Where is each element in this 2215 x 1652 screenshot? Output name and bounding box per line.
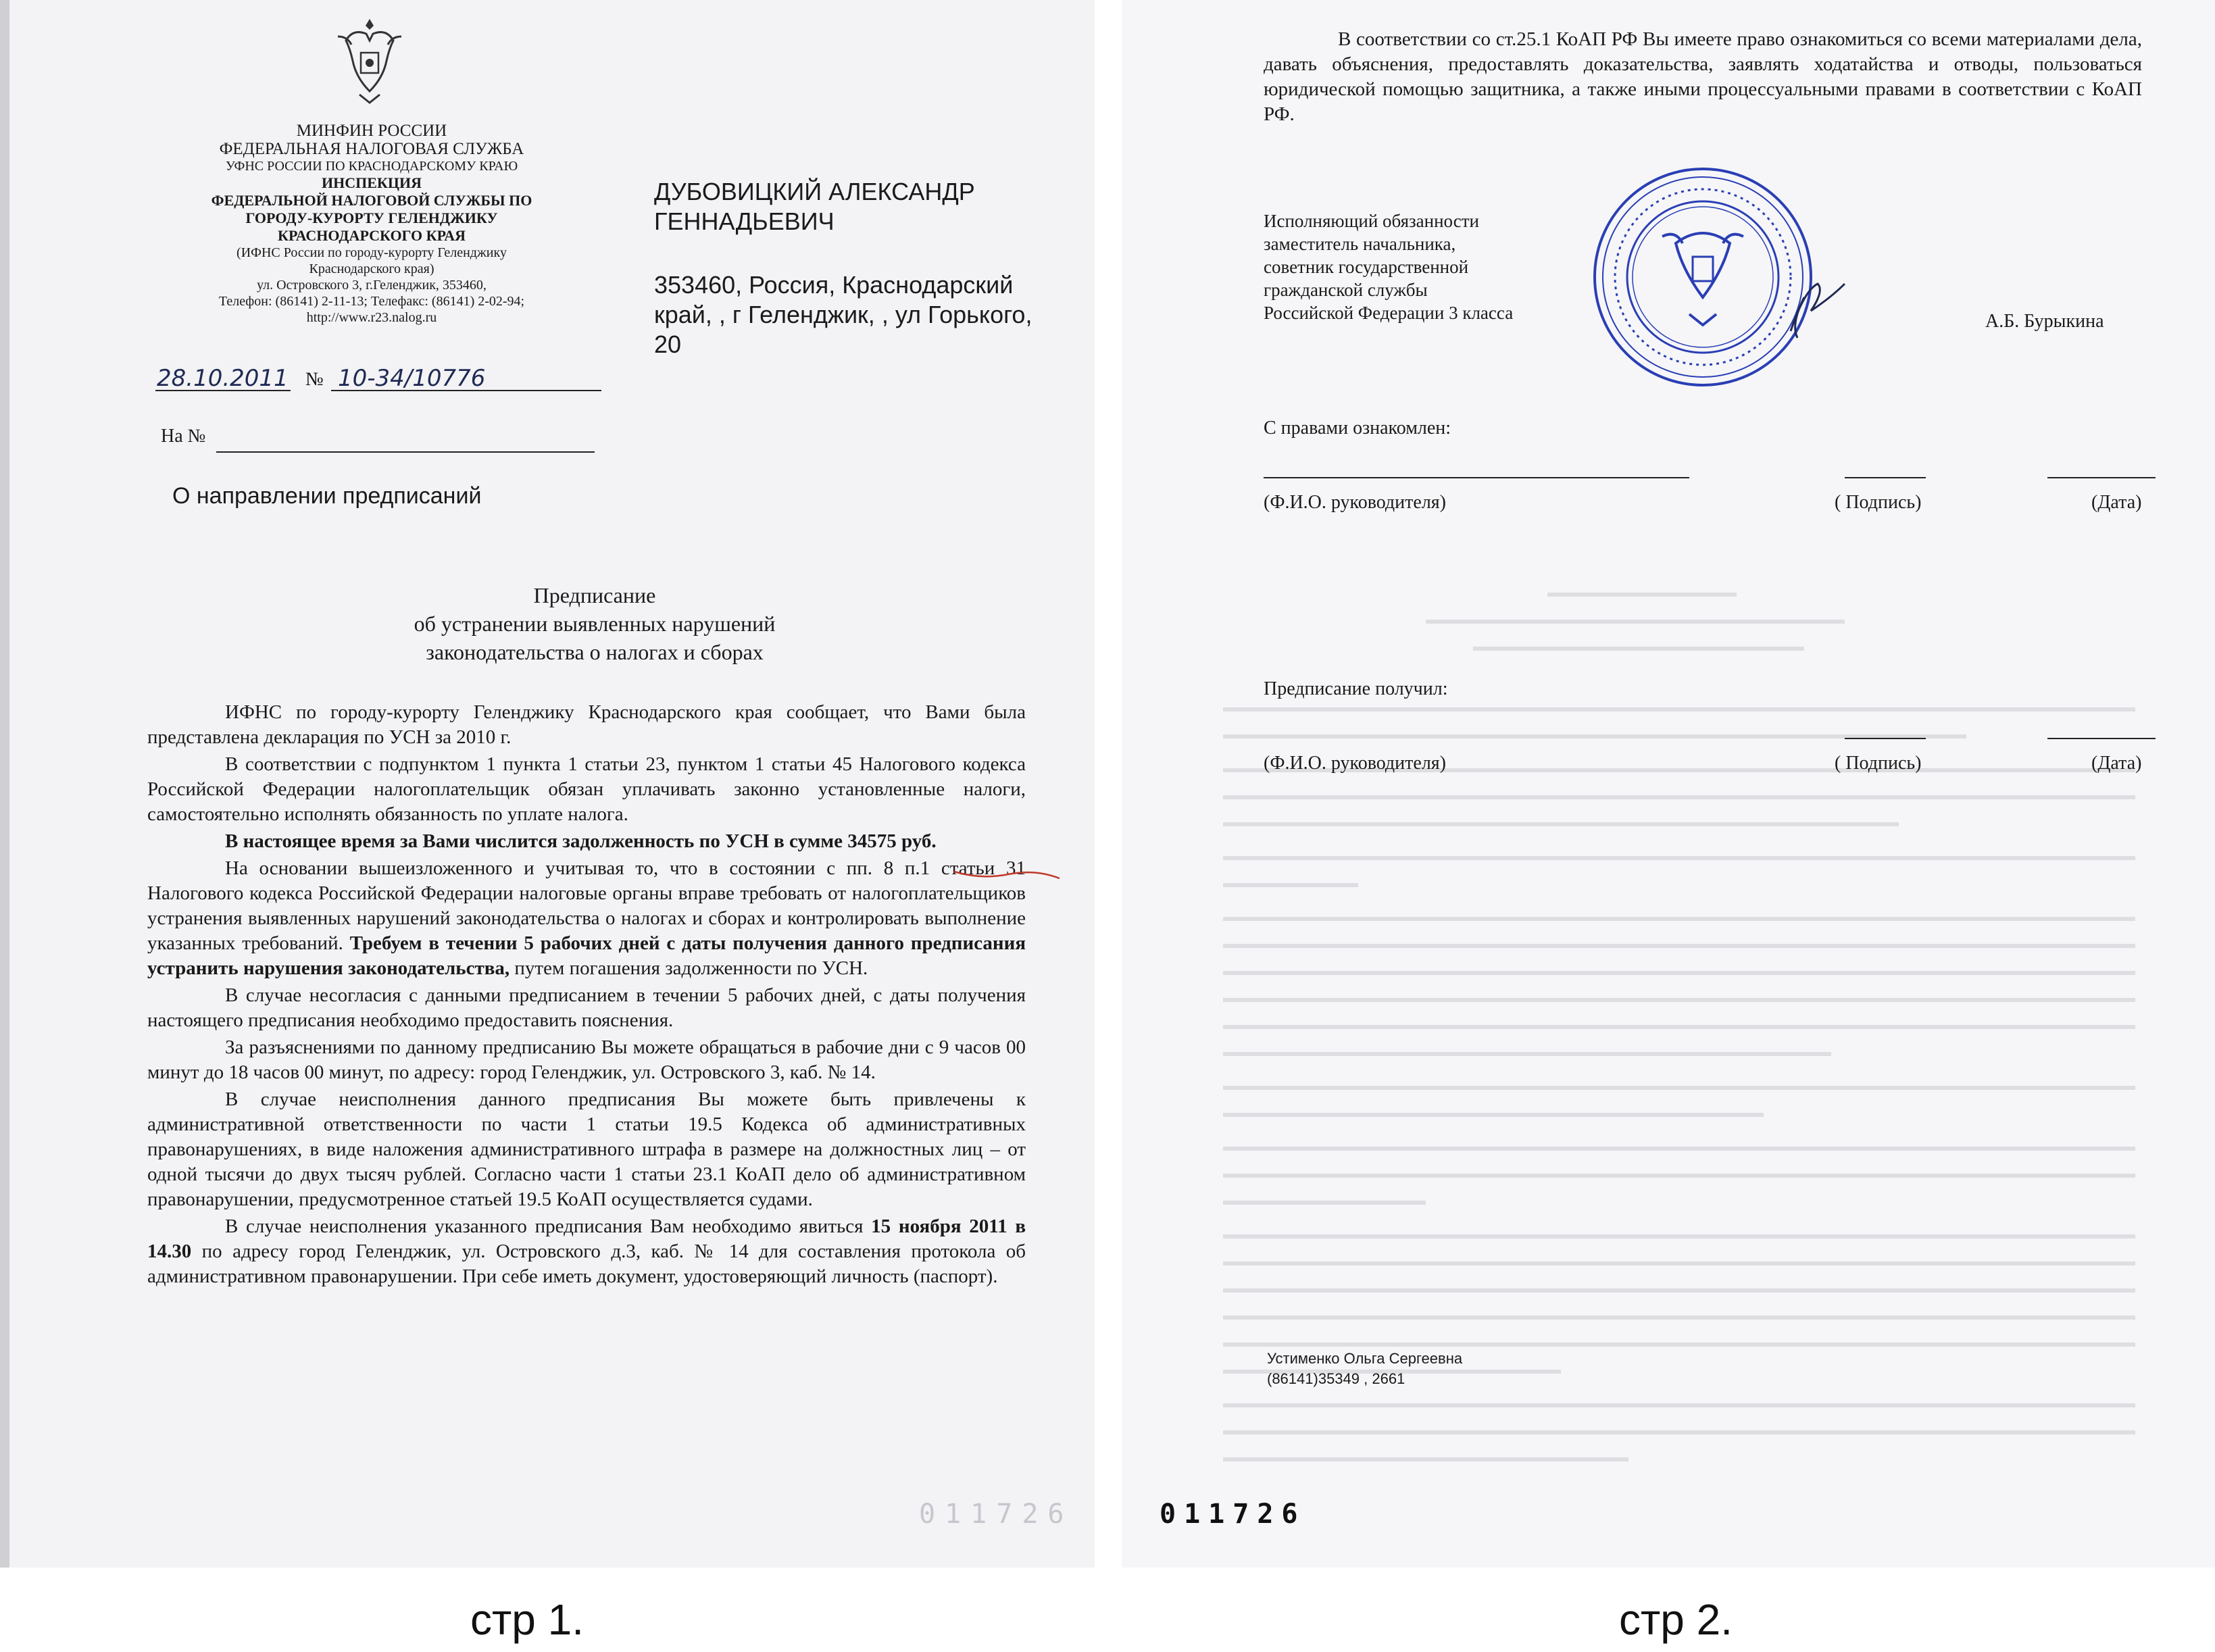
appearance-text-b: по адресу город Геленджик, ул. Островского д.3, каб. № 14 для составления протокола об административном правонарушении. При себе иметь документ, удостоверяющий личность (паспорт).	[147, 1241, 1026, 1287]
issuer-inspection-line-1: ИНСПЕКЦИЯ	[322, 174, 422, 191]
rights-text: В соответствии со ст.25.1 КоАП РФ Вы имеете право ознакомиться со всеми материалами дела, давать объяснения, предоставлять доказательства, заявлять ходатайства и отводы, пользоваться юридической помощью защитника, а также иными процессуальными правами в соответствии с КоАП РФ.	[1264, 28, 2142, 125]
executor-phone: (86141)35349 , 2661	[1267, 1370, 1405, 1387]
recipient-address-line-2: край, , г Геленджик, , ул Горького,	[654, 301, 1032, 328]
reference-number-line	[216, 451, 595, 453]
document-page-2	[1122, 0, 2215, 1568]
document-title	[189, 581, 1000, 666]
signer-position-line-4: гражданской службы	[1264, 280, 1428, 300]
executor-block	[1267, 1349, 1462, 1389]
issuer-phones: Телефон: (86141) 2-11-13; Телефакс: (86141) 2-02-94;	[218, 294, 525, 309]
issuer-inspection-line-2: ФЕДЕРАЛЬНОЙ НАЛОГОВОЙ СЛУЖБЫ ПО	[211, 192, 532, 209]
signer-position-line-2: заместитель начальника,	[1264, 234, 1456, 254]
signer-position-line-1: Исполняющий обязанности	[1264, 211, 1479, 231]
title-line-1: Предписание	[533, 583, 656, 607]
signer-position-block	[1264, 209, 1601, 324]
form-serial-number: 011726	[1160, 1499, 1306, 1530]
outgoing-number-label: №	[305, 369, 324, 390]
executor-name: Устименко Ольга Сергеевна	[1267, 1350, 1463, 1367]
issuer-short-name-1: (ИФНС России по городу-курорту Геленджику	[237, 245, 507, 260]
paragraph-contact: За разъяснениями по данному предписанию Вы можете обращаться в рабочие дни с 9 часов 00 минут до 18 часов 00 минут, по адресу: город Геленджик, ул. Островского 3, каб. № 14.	[147, 1036, 1026, 1083]
issuer-inspection-line-4: КРАСНОДАРСКОГО КРАЯ	[278, 227, 466, 244]
signature-line	[1845, 738, 1926, 739]
red-pen-underline	[953, 866, 1061, 880]
rights-paragraph	[1264, 27, 2142, 127]
paragraph-disagreement: В случае несогласия с данными предписанием в течении 5 рабочих дней, с даты получения настоящего предписания необходимо предоставить пояснения.	[147, 984, 1026, 1031]
recipient-name-line-2: ГЕННАДЬЕВИЧ	[654, 207, 835, 235]
received-lines	[1264, 738, 2156, 778]
recipient-block	[654, 177, 1053, 359]
scan-edge	[0, 0, 9, 1568]
demand-text-bold: Требуем в течении 5 рабочих дней с даты получения данного предписания устранить нарушения законодательства,	[147, 932, 1026, 979]
received-heading: Предписание получил:	[1264, 678, 1448, 699]
date-label: (Дата)	[2091, 753, 2142, 774]
title-line-3: законодательства о налогах и сборах	[426, 640, 764, 664]
issuer-short-name-2: Краснодарского края)	[309, 261, 434, 276]
demand-text-b: путем погашения задолженности по УСН.	[514, 957, 868, 979]
recipient-address-line-1: 353460, Россия, Краснодарский	[654, 271, 1014, 299]
recipient-address-line-3: 20	[654, 330, 682, 358]
issuer-service: ФЕДЕРАЛЬНАЯ НАЛОГОВАЯ СЛУЖБА	[219, 140, 524, 158]
paragraph-liability: В случае неисполнения данного предписания Вы можете быть привлечены к административной ответственности по части 1 статьи 19.5 Кодекса об административных правонарушениях, в виде наложения административного штрафа в размере на должностных лиц – от одной тысячи до двух тысяч рублей. Согласно части 1 статьи 23.1 КоАП дело об административном правонарушении, предусмотренное статьей 19.5 КоАП осуществляется судами.	[147, 1088, 1026, 1210]
date-label: (Дата)	[2091, 492, 2142, 513]
document-body	[147, 700, 1026, 1291]
document-page-1	[0, 0, 1095, 1568]
bleed-through-serial: 011726	[919, 1499, 1074, 1530]
issuer-ufns: УФНС РОССИИ ПО КРАСНОДАРСКОМУ КРАЮ	[225, 159, 518, 174]
reference-number-label: На №	[161, 426, 206, 447]
paragraph-obligation: В соответствии с подпунктом 1 пункта 1 статьи 23, пунктом 1 статьи 45 Налогового кодекса Российской Федерации налогоплательщик обязан уплачивать законно установленные налоги, самостоятельно исполнять обязанность по уплате налога.	[147, 753, 1026, 825]
fio-label: (Ф.И.О. руководителя)	[1264, 492, 1446, 513]
signature-line	[1845, 477, 1926, 478]
letter-subject: О направлении предписаний	[172, 483, 482, 509]
acquainted-lines	[1264, 477, 2156, 518]
signer-position-line-5: Российской Федерации 3 класса	[1264, 303, 1514, 323]
demand-text-a: На основании вышеизложенного и учитывая то, что в состоянии с пп. 8 п.1 статьи 31 Налогового кодекса Российской Федерации налоговые органы вправе требовать от налогоплательщиков устранения выявленных нарушений законодательства о налогах и сборах и контролировать выполнение указанных требований.	[147, 857, 1026, 954]
paragraph-appearance	[147, 1214, 1026, 1289]
page-2-caption: стр 2.	[1618, 1595, 1733, 1644]
issuer-block	[189, 122, 554, 326]
issuer-ministry: МИНФИН РОССИИ	[296, 122, 447, 140]
date-line	[2047, 477, 2156, 478]
paragraph-debt	[147, 829, 1026, 854]
acquainted-heading: С правами ознакомлен:	[1264, 418, 1451, 439]
date-line	[2047, 738, 2156, 739]
page-1-caption: стр 1.	[470, 1595, 584, 1644]
outgoing-date-handwritten: 28.10.2011	[157, 365, 289, 392]
recipient-name-line-1: ДУБОВИЦКИЙ АЛЕКСАНДР	[654, 178, 975, 205]
coat-of-arms-icon	[332, 14, 407, 108]
paragraph-demand	[147, 856, 1026, 981]
title-line-2: об устранении выявленных нарушений	[414, 611, 776, 636]
issuer-address: ул. Островского 3, г.Геленджик, 353460,	[257, 278, 487, 293]
paragraph-declaration: ИФНС по городу-курорту Геленджику Краснодарского края сообщает, что Вами была представлена декларация по УСН за 2010 г.	[147, 701, 1026, 748]
fio-line	[1264, 477, 1689, 478]
appearance-date-bold: 15 ноября 2011 в 14.30	[147, 1216, 1026, 1262]
issuer-website: http://www.r23.nalog.ru	[306, 310, 437, 325]
signer-name: А.Б. Бурыкина	[1985, 311, 2104, 332]
outgoing-number-handwritten: 10-34/10776	[338, 365, 486, 392]
signer-position-line-3: советник государственной	[1264, 257, 1469, 277]
official-seal-icon	[1588, 162, 1851, 392]
fio-label: (Ф.И.О. руководителя)	[1264, 753, 1446, 774]
appearance-text-a: В случае неисполнения указанного предписания Вам необходимо явиться	[225, 1216, 864, 1237]
acquainted-signature-block	[1264, 418, 2156, 518]
received-signature-block	[1264, 678, 2156, 778]
debt-amount-text: В настоящее время за Вами числится задолженность по УСН в сумме 34575 руб.	[225, 830, 937, 852]
signature-label: ( Подпись)	[1835, 492, 1922, 513]
signature-label: ( Подпись)	[1835, 753, 1922, 774]
issuer-inspection-line-3: ГОРОДУ-КУРОРТУ ГЕЛЕНДЖИКУ	[245, 209, 498, 226]
